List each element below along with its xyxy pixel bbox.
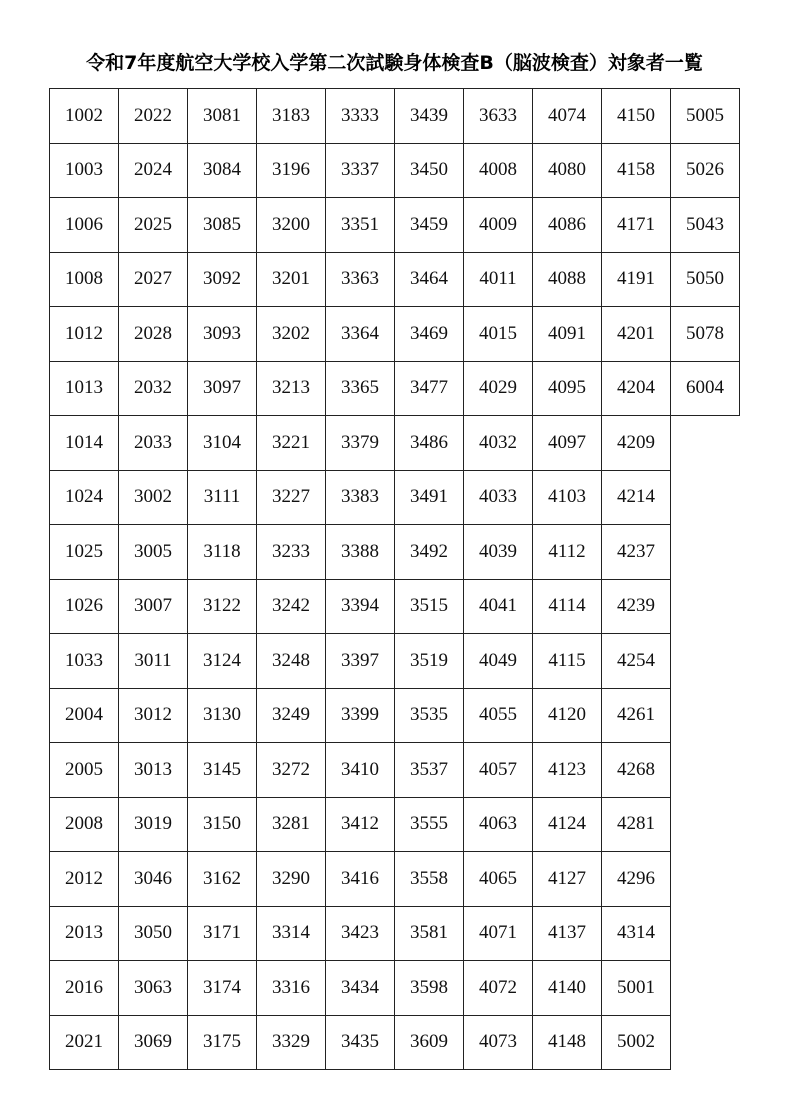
candidate-number-cell: 3175 <box>188 1015 257 1070</box>
table-row <box>50 252 740 307</box>
candidate-number-cell: 5026 <box>671 143 740 198</box>
candidate-number-cell: 3519 <box>395 634 464 689</box>
candidate-number-cell: 4073 <box>464 1015 533 1070</box>
candidate-number-cell: 3272 <box>257 743 326 798</box>
candidate-number-cell: 3013 <box>119 743 188 798</box>
candidate-number-cell: 3249 <box>257 688 326 743</box>
candidate-number-cell: 4091 <box>533 307 602 362</box>
candidate-number-cell: 3581 <box>395 906 464 961</box>
candidate-number-cell: 4261 <box>602 688 671 743</box>
candidate-number-cell: 3469 <box>395 307 464 362</box>
candidate-number-cell <box>671 906 740 961</box>
candidate-number-cell: 3388 <box>326 525 395 580</box>
table-row <box>50 361 740 416</box>
candidate-number-cell: 2025 <box>119 198 188 253</box>
candidate-number-cell <box>671 688 740 743</box>
candidate-number-cell: 4097 <box>533 416 602 471</box>
candidate-number-cell: 3046 <box>119 852 188 907</box>
candidate-number-cell: 4150 <box>602 89 671 144</box>
candidate-number-cell: 3174 <box>188 961 257 1016</box>
table-row <box>50 89 740 144</box>
candidate-number-cell: 4039 <box>464 525 533 580</box>
candidate-number-cell: 1003 <box>50 143 119 198</box>
candidate-number-cell: 5002 <box>602 1015 671 1070</box>
candidate-number-cell: 4204 <box>602 361 671 416</box>
candidate-number-cell: 3063 <box>119 961 188 1016</box>
candidate-number-cell: 3084 <box>188 143 257 198</box>
candidate-number-cell: 3491 <box>395 470 464 525</box>
candidate-number-cell: 5043 <box>671 198 740 253</box>
candidate-number-cell: 3416 <box>326 852 395 907</box>
candidate-number-cell: 1026 <box>50 579 119 634</box>
candidate-number-cell <box>671 1015 740 1070</box>
table-row <box>50 797 740 852</box>
candidate-number-cell: 4148 <box>533 1015 602 1070</box>
candidate-number-table <box>49 88 740 1070</box>
candidate-number-cell: 4158 <box>602 143 671 198</box>
table-row <box>50 416 740 471</box>
candidate-number-cell: 3111 <box>188 470 257 525</box>
candidate-number-cell: 2012 <box>50 852 119 907</box>
candidate-number-cell: 2016 <box>50 961 119 1016</box>
candidate-number-cell: 4071 <box>464 906 533 961</box>
candidate-number-cell: 4268 <box>602 743 671 798</box>
candidate-number-cell: 3213 <box>257 361 326 416</box>
candidate-number-cell: 3477 <box>395 361 464 416</box>
table-row <box>50 307 740 362</box>
candidate-number-cell: 4055 <box>464 688 533 743</box>
candidate-number-cell: 3118 <box>188 525 257 580</box>
candidate-number-cell: 3007 <box>119 579 188 634</box>
candidate-number-cell: 4049 <box>464 634 533 689</box>
candidate-number-cell: 3002 <box>119 470 188 525</box>
candidate-number-cell: 4095 <box>533 361 602 416</box>
candidate-number-cell: 2005 <box>50 743 119 798</box>
candidate-number-cell: 3171 <box>188 906 257 961</box>
candidate-number-cell: 4063 <box>464 797 533 852</box>
candidate-number-cell: 3085 <box>188 198 257 253</box>
candidate-number-cell: 3162 <box>188 852 257 907</box>
candidate-number-cell: 3050 <box>119 906 188 961</box>
candidate-number-cell: 4314 <box>602 906 671 961</box>
candidate-number-cell: 3492 <box>395 525 464 580</box>
candidate-number-cell: 3515 <box>395 579 464 634</box>
candidate-number-cell: 2024 <box>119 143 188 198</box>
candidate-number-cell: 1024 <box>50 470 119 525</box>
candidate-number-cell: 6004 <box>671 361 740 416</box>
table-row <box>50 852 740 907</box>
candidate-number-cell <box>671 852 740 907</box>
candidate-number-cell: 4074 <box>533 89 602 144</box>
table-row <box>50 198 740 253</box>
candidate-number-cell: 3281 <box>257 797 326 852</box>
candidate-number-cell: 3202 <box>257 307 326 362</box>
candidate-number-cell: 3333 <box>326 89 395 144</box>
candidate-number-cell: 2032 <box>119 361 188 416</box>
page-title: 令和7年度航空大学校入学第二次試験身体検査B（脳波検査）対象者一覧 <box>86 52 703 74</box>
candidate-number-cell: 3558 <box>395 852 464 907</box>
candidate-number-cell: 3609 <box>395 1015 464 1070</box>
candidate-number-cell: 4237 <box>602 525 671 580</box>
candidate-number-cell: 3450 <box>395 143 464 198</box>
candidate-number-cell: 3337 <box>326 143 395 198</box>
candidate-number-cell: 3364 <box>326 307 395 362</box>
table-row <box>50 634 740 689</box>
table-row <box>50 743 740 798</box>
candidate-number-cell: 2022 <box>119 89 188 144</box>
candidate-number-cell: 3397 <box>326 634 395 689</box>
table-row <box>50 906 740 961</box>
candidate-number-cell: 4171 <box>602 198 671 253</box>
candidate-number-cell: 3598 <box>395 961 464 1016</box>
candidate-number-cell: 3081 <box>188 89 257 144</box>
candidate-number-cell: 3535 <box>395 688 464 743</box>
candidate-number-cell: 4009 <box>464 198 533 253</box>
candidate-number-cell: 3410 <box>326 743 395 798</box>
candidate-number-cell <box>671 416 740 471</box>
table-row <box>50 525 740 580</box>
candidate-number-cell: 3434 <box>326 961 395 1016</box>
candidate-number-cell: 3097 <box>188 361 257 416</box>
candidate-number-cell: 4032 <box>464 416 533 471</box>
candidate-number-cell: 3011 <box>119 634 188 689</box>
candidate-number-cell: 4057 <box>464 743 533 798</box>
candidate-number-cell: 1033 <box>50 634 119 689</box>
candidate-number-cell: 4209 <box>602 416 671 471</box>
candidate-number-cell: 3316 <box>257 961 326 1016</box>
candidate-number-cell: 4201 <box>602 307 671 362</box>
candidate-number-cell: 2004 <box>50 688 119 743</box>
candidate-number-cell: 3130 <box>188 688 257 743</box>
candidate-number-cell: 4103 <box>533 470 602 525</box>
candidate-number-cell <box>671 525 740 580</box>
candidate-number-cell: 3464 <box>395 252 464 307</box>
candidate-number-cell: 3486 <box>395 416 464 471</box>
table-body <box>50 89 740 1070</box>
candidate-number-cell: 4072 <box>464 961 533 1016</box>
candidate-number-cell: 3329 <box>257 1015 326 1070</box>
candidate-number-cell: 3227 <box>257 470 326 525</box>
table-row <box>50 143 740 198</box>
table-row <box>50 579 740 634</box>
candidate-number-cell: 3290 <box>257 852 326 907</box>
table-row <box>50 470 740 525</box>
candidate-number-cell: 4254 <box>602 634 671 689</box>
candidate-number-cell: 4137 <box>533 906 602 961</box>
candidate-number-cell: 3314 <box>257 906 326 961</box>
candidate-number-cell <box>671 579 740 634</box>
candidate-number-cell: 4015 <box>464 307 533 362</box>
candidate-number-cell: 4120 <box>533 688 602 743</box>
table-row <box>50 961 740 1016</box>
candidate-number-cell: 4029 <box>464 361 533 416</box>
candidate-number-cell: 3412 <box>326 797 395 852</box>
candidate-number-cell: 3383 <box>326 470 395 525</box>
table-row <box>50 688 740 743</box>
candidate-number-cell: 3537 <box>395 743 464 798</box>
candidate-number-cell: 3248 <box>257 634 326 689</box>
candidate-number-cell: 2021 <box>50 1015 119 1070</box>
candidate-number-cell <box>671 743 740 798</box>
candidate-number-cell: 4140 <box>533 961 602 1016</box>
candidate-number-cell: 1008 <box>50 252 119 307</box>
candidate-number-cell: 1012 <box>50 307 119 362</box>
candidate-number-cell: 4123 <box>533 743 602 798</box>
candidate-number-cell: 3555 <box>395 797 464 852</box>
candidate-number-cell: 4239 <box>602 579 671 634</box>
candidate-number-cell: 3633 <box>464 89 533 144</box>
candidate-number-cell: 3423 <box>326 906 395 961</box>
candidate-number-cell: 3365 <box>326 361 395 416</box>
candidate-number-cell: 3005 <box>119 525 188 580</box>
candidate-number-cell: 1025 <box>50 525 119 580</box>
candidate-number-cell: 3200 <box>257 198 326 253</box>
candidate-number-cell: 3104 <box>188 416 257 471</box>
candidate-number-cell: 3150 <box>188 797 257 852</box>
candidate-number-cell: 3459 <box>395 198 464 253</box>
candidate-number-cell: 1014 <box>50 416 119 471</box>
candidate-number-cell: 3092 <box>188 252 257 307</box>
candidate-number-cell: 3069 <box>119 1015 188 1070</box>
candidate-number-cell: 3439 <box>395 89 464 144</box>
candidate-number-cell: 3196 <box>257 143 326 198</box>
candidate-number-cell: 3093 <box>188 307 257 362</box>
candidate-number-cell: 3363 <box>326 252 395 307</box>
candidate-number-cell: 4127 <box>533 852 602 907</box>
candidate-number-cell: 3379 <box>326 416 395 471</box>
candidate-number-cell: 2028 <box>119 307 188 362</box>
candidate-number-cell: 4088 <box>533 252 602 307</box>
candidate-number-cell: 3435 <box>326 1015 395 1070</box>
table-row <box>50 1015 740 1070</box>
candidate-number-cell: 4115 <box>533 634 602 689</box>
candidate-number-cell: 5078 <box>671 307 740 362</box>
candidate-number-cell: 4214 <box>602 470 671 525</box>
candidate-number-cell: 4281 <box>602 797 671 852</box>
candidate-number-cell: 4114 <box>533 579 602 634</box>
candidate-number-cell: 3012 <box>119 688 188 743</box>
candidate-number-cell <box>671 470 740 525</box>
candidate-number-cell <box>671 634 740 689</box>
candidate-number-cell: 3399 <box>326 688 395 743</box>
candidate-number-cell: 3145 <box>188 743 257 798</box>
candidate-number-cell: 5050 <box>671 252 740 307</box>
candidate-number-cell: 3221 <box>257 416 326 471</box>
candidate-number-cell: 4065 <box>464 852 533 907</box>
candidate-number-cell <box>671 961 740 1016</box>
candidate-number-cell: 3233 <box>257 525 326 580</box>
candidate-number-cell: 4041 <box>464 579 533 634</box>
candidate-number-cell: 4033 <box>464 470 533 525</box>
candidate-number-cell: 5005 <box>671 89 740 144</box>
candidate-number-cell: 3019 <box>119 797 188 852</box>
candidate-number-cell: 3124 <box>188 634 257 689</box>
candidate-number-cell: 4124 <box>533 797 602 852</box>
candidate-number-cell: 2013 <box>50 906 119 961</box>
candidate-number-cell: 5001 <box>602 961 671 1016</box>
candidate-number-cell: 4011 <box>464 252 533 307</box>
candidate-number-cell: 3122 <box>188 579 257 634</box>
candidate-number-cell: 4191 <box>602 252 671 307</box>
candidate-number-cell: 2027 <box>119 252 188 307</box>
candidate-number-cell: 4296 <box>602 852 671 907</box>
candidate-number-cell: 3201 <box>257 252 326 307</box>
candidate-number-cell <box>671 797 740 852</box>
candidate-number-cell: 4080 <box>533 143 602 198</box>
candidate-number-cell: 3394 <box>326 579 395 634</box>
candidate-number-cell: 3351 <box>326 198 395 253</box>
candidate-number-cell: 4086 <box>533 198 602 253</box>
candidate-number-cell: 1013 <box>50 361 119 416</box>
candidate-number-cell: 4008 <box>464 143 533 198</box>
candidate-number-cell: 3183 <box>257 89 326 144</box>
candidate-number-cell: 2008 <box>50 797 119 852</box>
candidate-number-cell: 2033 <box>119 416 188 471</box>
candidate-number-cell: 3242 <box>257 579 326 634</box>
candidate-number-cell: 4112 <box>533 525 602 580</box>
candidate-number-cell: 1006 <box>50 198 119 253</box>
candidate-number-cell: 1002 <box>50 89 119 144</box>
